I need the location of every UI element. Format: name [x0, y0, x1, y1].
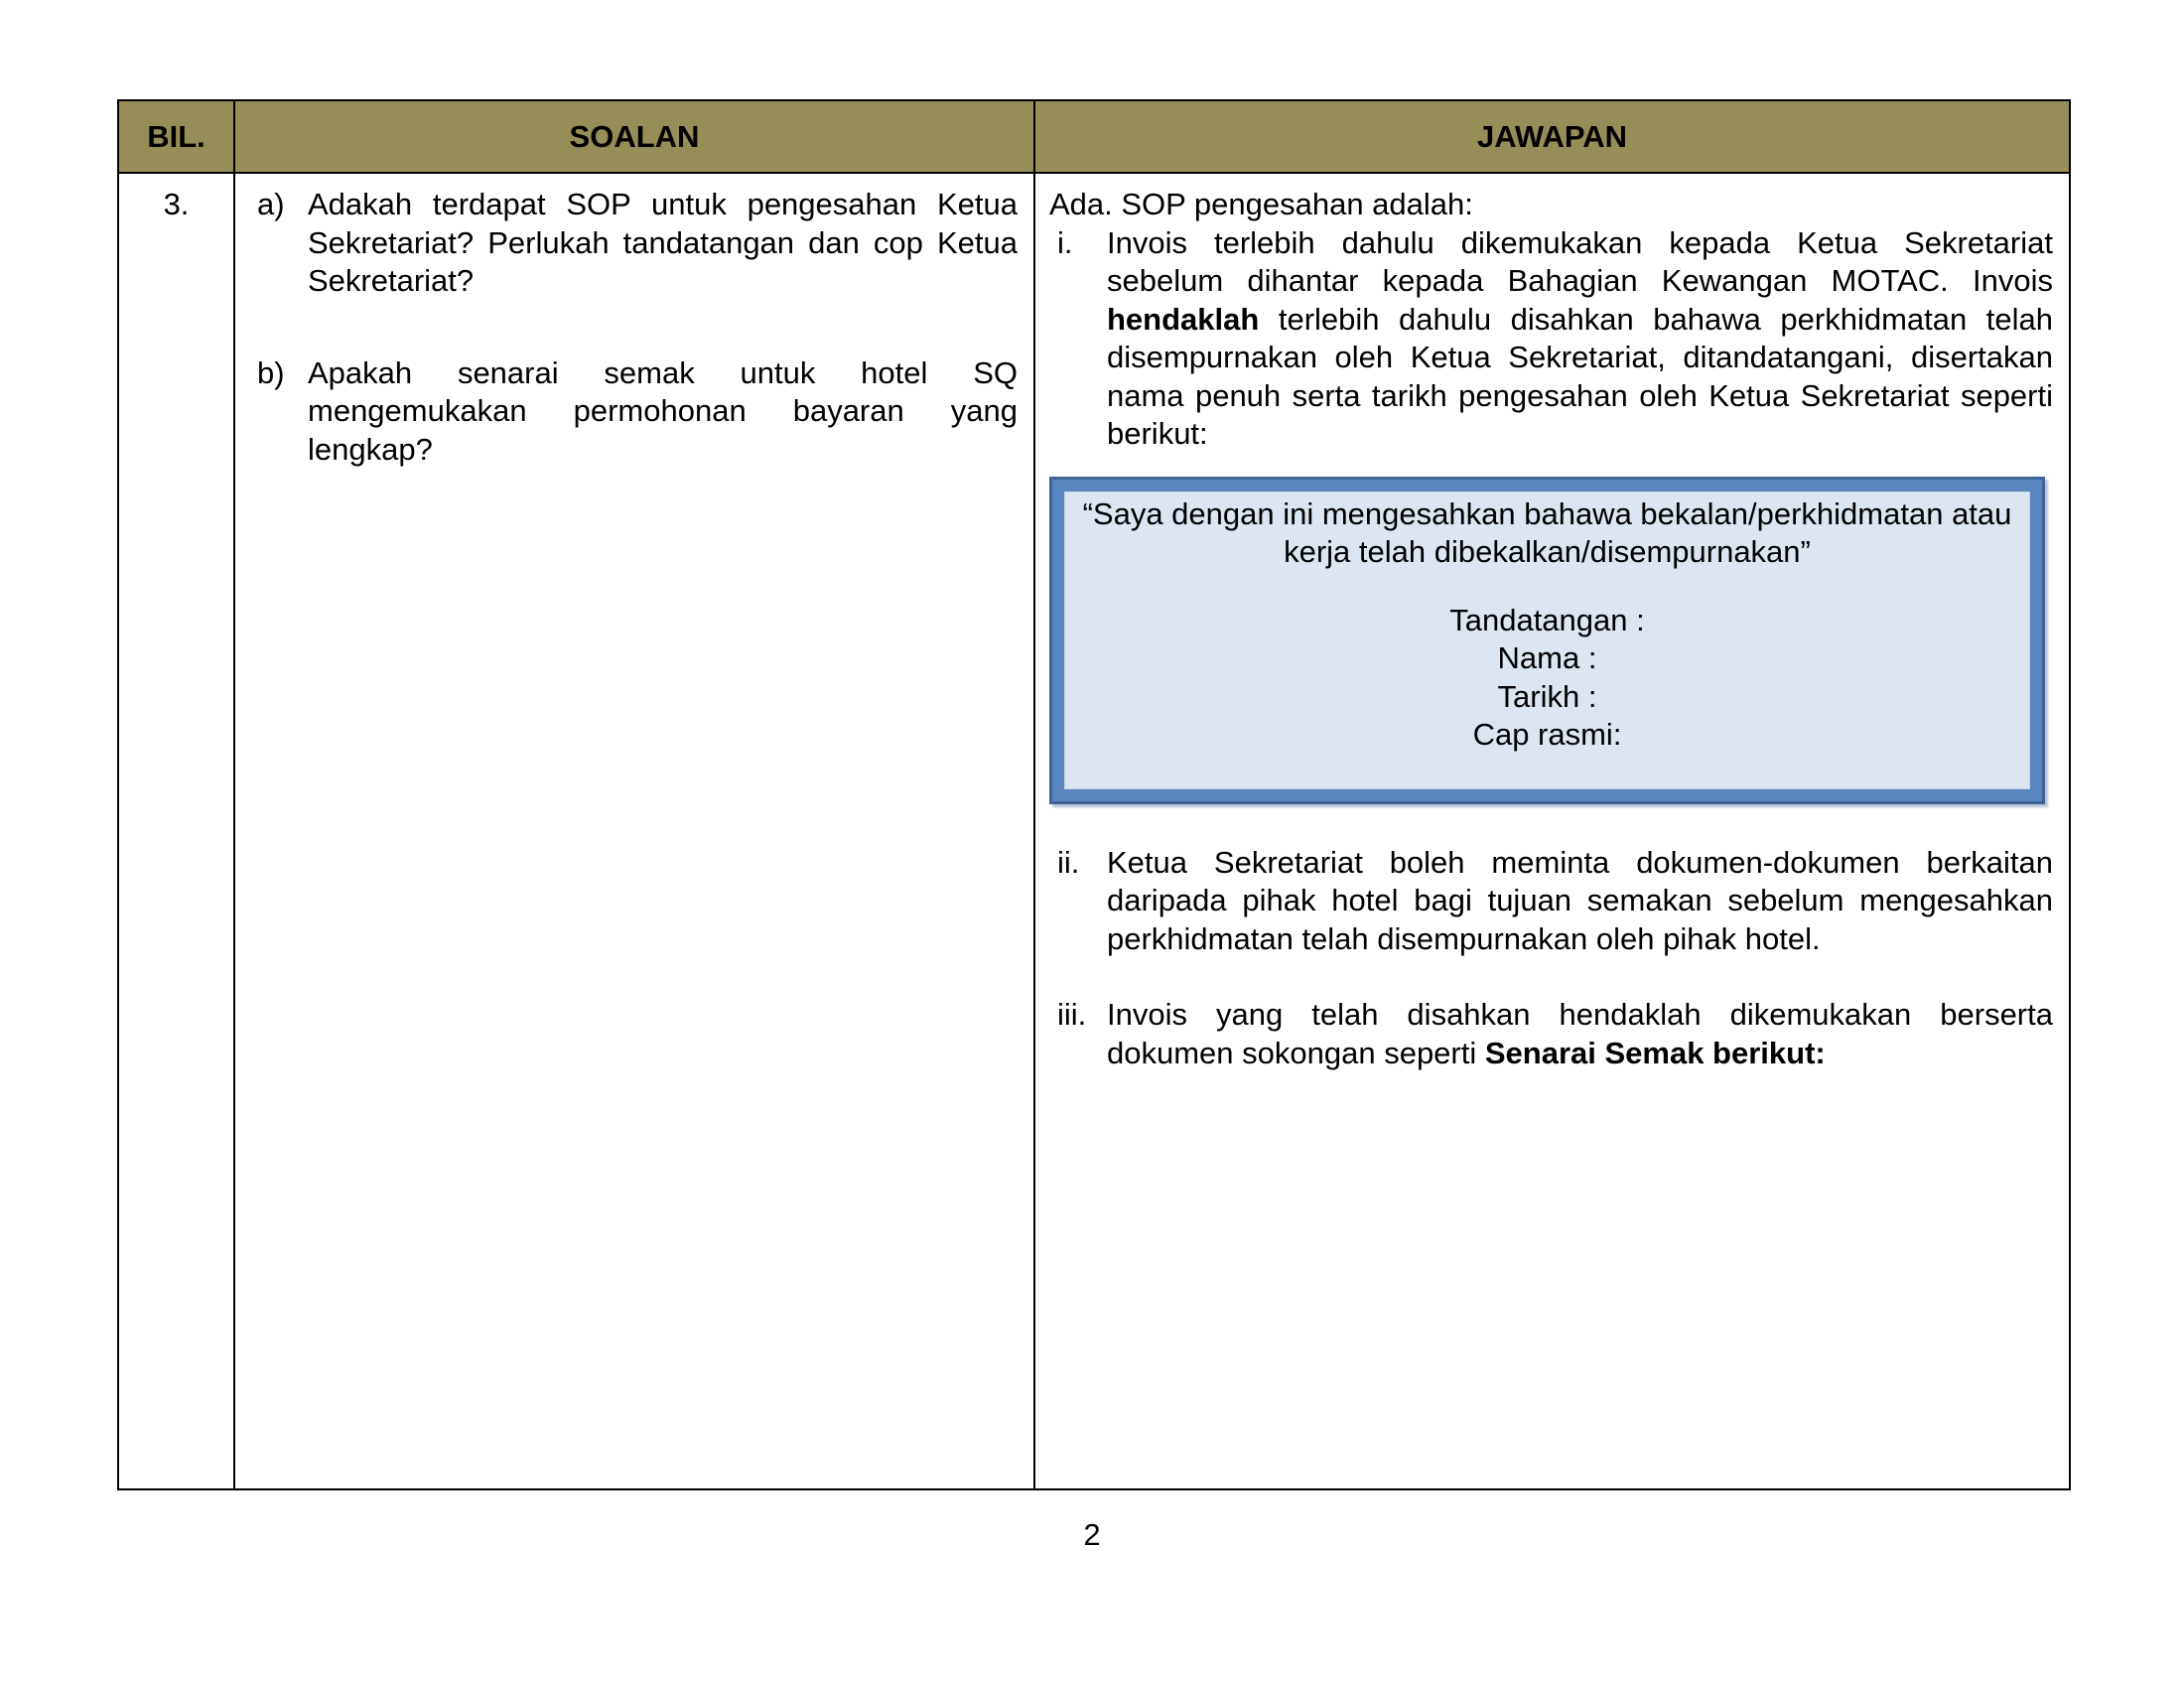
- answer-item-text: Ketua Sekretariat boleh meminta dokumen-dokumen berkaitan daripada pihak hotel bagi tujuan semakan sebelum mengesahkan perkhidmatan telah disempurnakan oleh pihak hotel.: [1107, 844, 2053, 956]
- question-letter: a): [257, 187, 285, 221]
- answer-item-number: ii.: [1057, 844, 1080, 880]
- answer-item: [1049, 844, 2053, 959]
- soalan-cell: [234, 173, 1034, 1489]
- header-soalan: SOALAN: [234, 100, 1034, 173]
- answer-item-text: [1107, 224, 2053, 454]
- field-cap-rasmi: Cap rasmi:: [1472, 717, 1622, 752]
- question-text: Apakah senarai semak untuk hotel SQ mengemukakan permohonan bayaran yang lengkap?: [308, 354, 1018, 467]
- field-tandatangan: Tandatangan :: [1449, 602, 1645, 637]
- signature-fields: [1075, 602, 2019, 755]
- table-header-row: [118, 100, 2070, 173]
- field-tarikh: Tarikh :: [1497, 678, 1597, 714]
- question-item: [257, 354, 1018, 470]
- answer-item-text: [1107, 996, 2053, 1072]
- table-row: [118, 173, 2070, 1489]
- answer-item-number: iii.: [1057, 997, 1087, 1032]
- qa-table: [117, 99, 2071, 1490]
- answer-item: [1049, 996, 2053, 1072]
- answer-intro: Ada. SOP pengesahan adalah:: [1049, 187, 1473, 221]
- question-item: [257, 186, 1018, 301]
- page-number: 2: [1083, 1517, 1101, 1552]
- answer-text-segment: Invois terlebih dahulu dikemukakan kepada Ketua Sekretariat sebelum dihantar kepada Bahagian Kewangan MOTAC. Invois: [1107, 224, 2053, 298]
- answer-text-segment: terlebih dahulu disahkan bahawa perkhidmatan telah disempurnakan oleh Ketua Sekretariat, ditandatangani, disertakan nama penuh serta tarikh pengesahan oleh Ketua Sekretariat seperti berikut:: [1107, 301, 2053, 451]
- answer-bold-term: Senarai Semak berikut:: [1484, 1035, 1826, 1070]
- answer-bold-term: hendaklah: [1107, 301, 1260, 337]
- question-text: Adakah terdapat SOP untuk pengesahan Ketua Sekretariat? Perlukah tandatangan dan cop Ketua Sekretariat?: [308, 187, 1018, 298]
- bil-cell: 3.: [118, 173, 234, 1489]
- certification-quote: “Saya dengan ini mengesahkan bahawa bekalan/perkhidmatan atau kerja telah dibekalkan/disempurnakan”: [1082, 495, 2012, 569]
- field-nama: Nama :: [1497, 640, 1597, 675]
- jawapan-cell: [1034, 173, 2070, 1489]
- header-bil: BIL.: [118, 100, 234, 173]
- question-letter: b): [257, 354, 285, 390]
- certification-box-inner: [1064, 492, 2030, 789]
- answer-item: [1049, 224, 2053, 454]
- certification-box: [1049, 477, 2045, 804]
- answer-item-number: i.: [1057, 224, 1073, 260]
- header-jawapan: JAWAPAN: [1034, 100, 2070, 173]
- answer-text-segment: Invois yang telah disahkan hendaklah dikemukakan berserta dokumen sokongan seperti: [1107, 997, 2053, 1070]
